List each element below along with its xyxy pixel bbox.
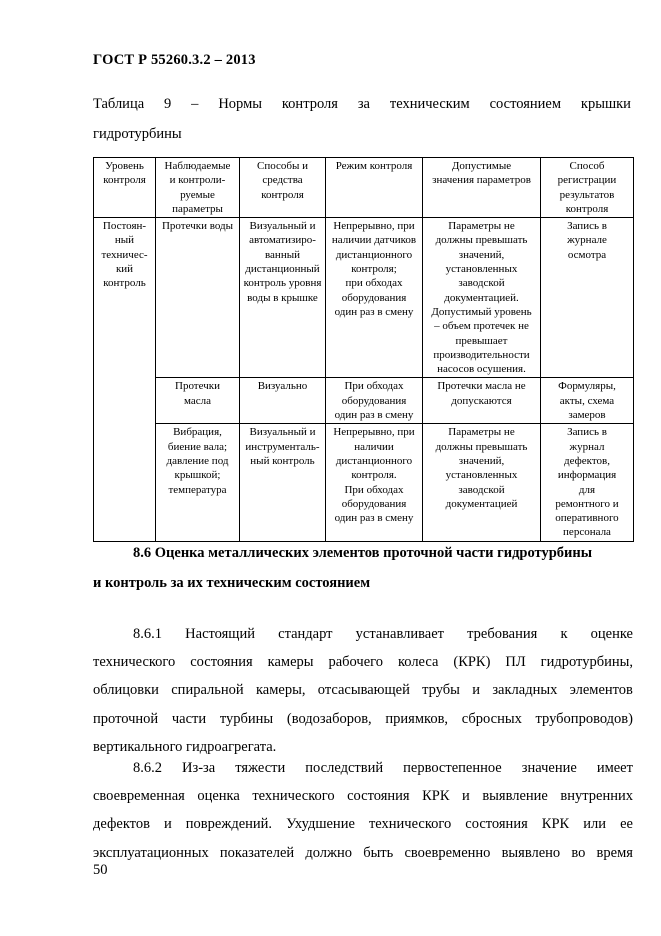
table-cell: Параметры не должны превышать значений, установленных заводской документацией: [423, 424, 541, 541]
paragraph-word: повреждений.: [185, 816, 273, 833]
paragraph-line: [93, 676, 633, 704]
table-cell: При обходах оборудования один раз в смену: [326, 378, 423, 424]
paragraph-word: показателей: [219, 844, 295, 861]
table-row: [94, 378, 634, 424]
header-cell: Способ регистрации результатов контроля: [541, 158, 634, 218]
paragraph-word: состояния: [465, 816, 528, 833]
paragraph-word: должно: [305, 844, 353, 861]
paragraph-word: камеры: [267, 654, 314, 671]
paragraph-word: состояния: [190, 654, 253, 671]
paragraph-word: и: [462, 788, 470, 805]
paragraph-word: технического: [368, 816, 452, 833]
section-title: [93, 538, 633, 598]
paragraph-word: трубы: [422, 682, 460, 699]
paragraph-line: [93, 839, 633, 867]
document-code: ГОСТ Р 55260.3.2 – 2013: [93, 52, 256, 68]
paragraph-word: оценка: [197, 788, 240, 805]
paragraph-word: элементов: [569, 682, 633, 699]
table-caption: [93, 89, 631, 149]
section-title-line-1: 8.6 Оценка металлических элементов проточной части гидротурбины: [133, 545, 593, 561]
paragraph-word: облицовки: [93, 682, 159, 699]
paragraph-word: во: [571, 844, 586, 861]
caption-word: Нормы: [218, 96, 262, 112]
table-cell: Визуальный и автоматизиро- ванный дистанционный контроль уровня воды в крышке: [240, 218, 326, 378]
table-header-row: [94, 158, 634, 218]
paragraph-word: 8.6.2: [133, 760, 162, 776]
paragraph-word: эксплуатационных: [93, 844, 209, 861]
caption-word: Таблица: [93, 96, 145, 112]
caption-word: контроля: [281, 96, 338, 112]
paragraph-word: Настоящий: [185, 626, 255, 642]
paragraph-word: колеса: [397, 654, 439, 671]
paragraph-line: [93, 754, 633, 782]
table-row: [94, 218, 634, 378]
caption-line-2: гидротурбины: [93, 126, 182, 142]
paragraph-word: устанавливает: [355, 626, 445, 642]
paragraph-word: быть: [363, 844, 394, 861]
table-cell: Визуально: [240, 378, 326, 424]
paragraph-word: ее: [620, 816, 633, 833]
page-number: 50: [93, 862, 108, 878]
paragraph-word: проточной: [93, 710, 159, 727]
header-cell: Допустимые значения параметров: [423, 158, 541, 218]
paragraph-word: отсасывающей: [317, 682, 410, 699]
caption-word: состоянием: [489, 96, 562, 112]
caption-word: техническим: [389, 96, 470, 112]
table-cell: Протечки масла не допускаются: [423, 378, 541, 424]
table-cell: Формуляры, акты, схема замеров: [541, 378, 634, 424]
paragraph-word: ПЛ: [505, 654, 526, 671]
paragraph-word: имеет: [596, 760, 633, 776]
paragraph-word: выявление: [482, 788, 548, 805]
caption-word: крышки: [580, 96, 631, 112]
paragraph-word: КРК: [541, 816, 570, 833]
paragraph-word: трубопроводов): [535, 710, 633, 727]
table-cell: Протечки воды: [156, 218, 240, 378]
paragraph-word: (КРК): [453, 654, 491, 671]
paragraph-word: и: [472, 682, 481, 699]
table-cell: Вибрация, биение вала; давление под крышкой; температура: [156, 424, 240, 541]
paragraph-word: выявлено: [501, 844, 561, 861]
paragraph-word: к: [560, 626, 568, 642]
caption-word: 9: [164, 96, 172, 112]
paragraph-word: вертикального гидроагрегата.: [93, 738, 277, 755]
paragraph-word: Ухудшение: [286, 816, 355, 833]
paragraph-word: первостепенное: [403, 760, 502, 776]
paragraph-line: [93, 620, 633, 648]
header-cell: Наблюдаемые и контроли- руемые параметры: [156, 158, 240, 218]
norms-table: [93, 157, 634, 542]
paragraph-word: время: [596, 844, 633, 861]
paragraph-word: значение: [521, 760, 577, 776]
table-cell: Запись в журнале осмотра: [541, 218, 634, 378]
table-row: [94, 424, 634, 541]
paragraph-word: своевременно: [404, 844, 491, 861]
paragraph-word: спиральной: [171, 682, 244, 699]
paragraph-word: приямков,: [385, 710, 449, 727]
paragraph-word: 8.6.1: [133, 626, 162, 642]
paragraph-word: (водозаборов,: [286, 710, 372, 727]
paragraph-word: последствий: [305, 760, 384, 776]
paragraph-word: своевременная: [93, 788, 185, 805]
table-cell: Непрерывно, при наличии дистанционного контроля. При обходах оборудования один раз в смену: [326, 424, 423, 541]
paragraph-word: оценке: [590, 626, 633, 642]
caption-word: –: [191, 96, 199, 112]
paragraph-word: гидротурбины,: [540, 654, 633, 671]
paragraph-word: состояния: [347, 788, 410, 805]
header-cell: Способы и средства контроля: [240, 158, 326, 218]
paragraph-word: внутренних: [560, 788, 633, 805]
table-cell: Непрерывно, при наличии датчиков дистанционного контроля; при обходах оборудования один раз в смену: [326, 218, 423, 378]
table-cell: Параметры не должны превышать значений, установленных заводской документацией. Допустимый уровень – объем протечек не превышает производительности насосов осушения.: [423, 218, 541, 378]
paragraph-word: и: [163, 816, 172, 833]
paragraph-word: требования: [467, 626, 538, 642]
control-level-cell: Постоян- ный техничес- кий контроль: [94, 218, 156, 542]
header-cell: Уровень контроля: [94, 158, 156, 218]
paragraph-line: [93, 648, 633, 676]
paragraph-8-6-1: [93, 620, 633, 761]
paragraph-word: технического: [93, 654, 176, 671]
paragraph-word: тяжести: [235, 760, 286, 776]
caption-line-1: [93, 89, 631, 119]
caption-word: за: [357, 96, 370, 112]
paragraph-word: стандарт: [278, 626, 333, 642]
paragraph-word: камеры,: [255, 682, 306, 699]
table-cell: Протечки масла: [156, 378, 240, 424]
paragraph-8-6-2: [93, 754, 633, 867]
paragraph-word: турбины: [219, 710, 274, 727]
paragraph-word: Из-за: [182, 760, 216, 776]
paragraph-word: сбросных: [461, 710, 522, 727]
header-cell: Режим контроля: [326, 158, 423, 218]
table-cell: Запись в журнал дефектов, информация для ремонтного и оперативного персонала: [541, 424, 634, 541]
paragraph-line: [93, 705, 633, 733]
paragraph-word: дефектов: [93, 816, 150, 833]
paragraph-line: [93, 810, 633, 838]
section-title-line-2: и контроль за их техническим состоянием: [93, 575, 371, 591]
paragraph-word: рабочего: [328, 654, 383, 671]
table-cell: Визуальный и инструменталь- ный контроль: [240, 424, 326, 541]
paragraph-word: части: [171, 710, 207, 727]
paragraph-word: закладных: [492, 682, 558, 699]
paragraph-word: или: [583, 816, 607, 833]
paragraph-line: [93, 782, 633, 810]
paragraph-word: КРК: [422, 788, 450, 805]
paragraph-word: технического: [252, 788, 335, 805]
